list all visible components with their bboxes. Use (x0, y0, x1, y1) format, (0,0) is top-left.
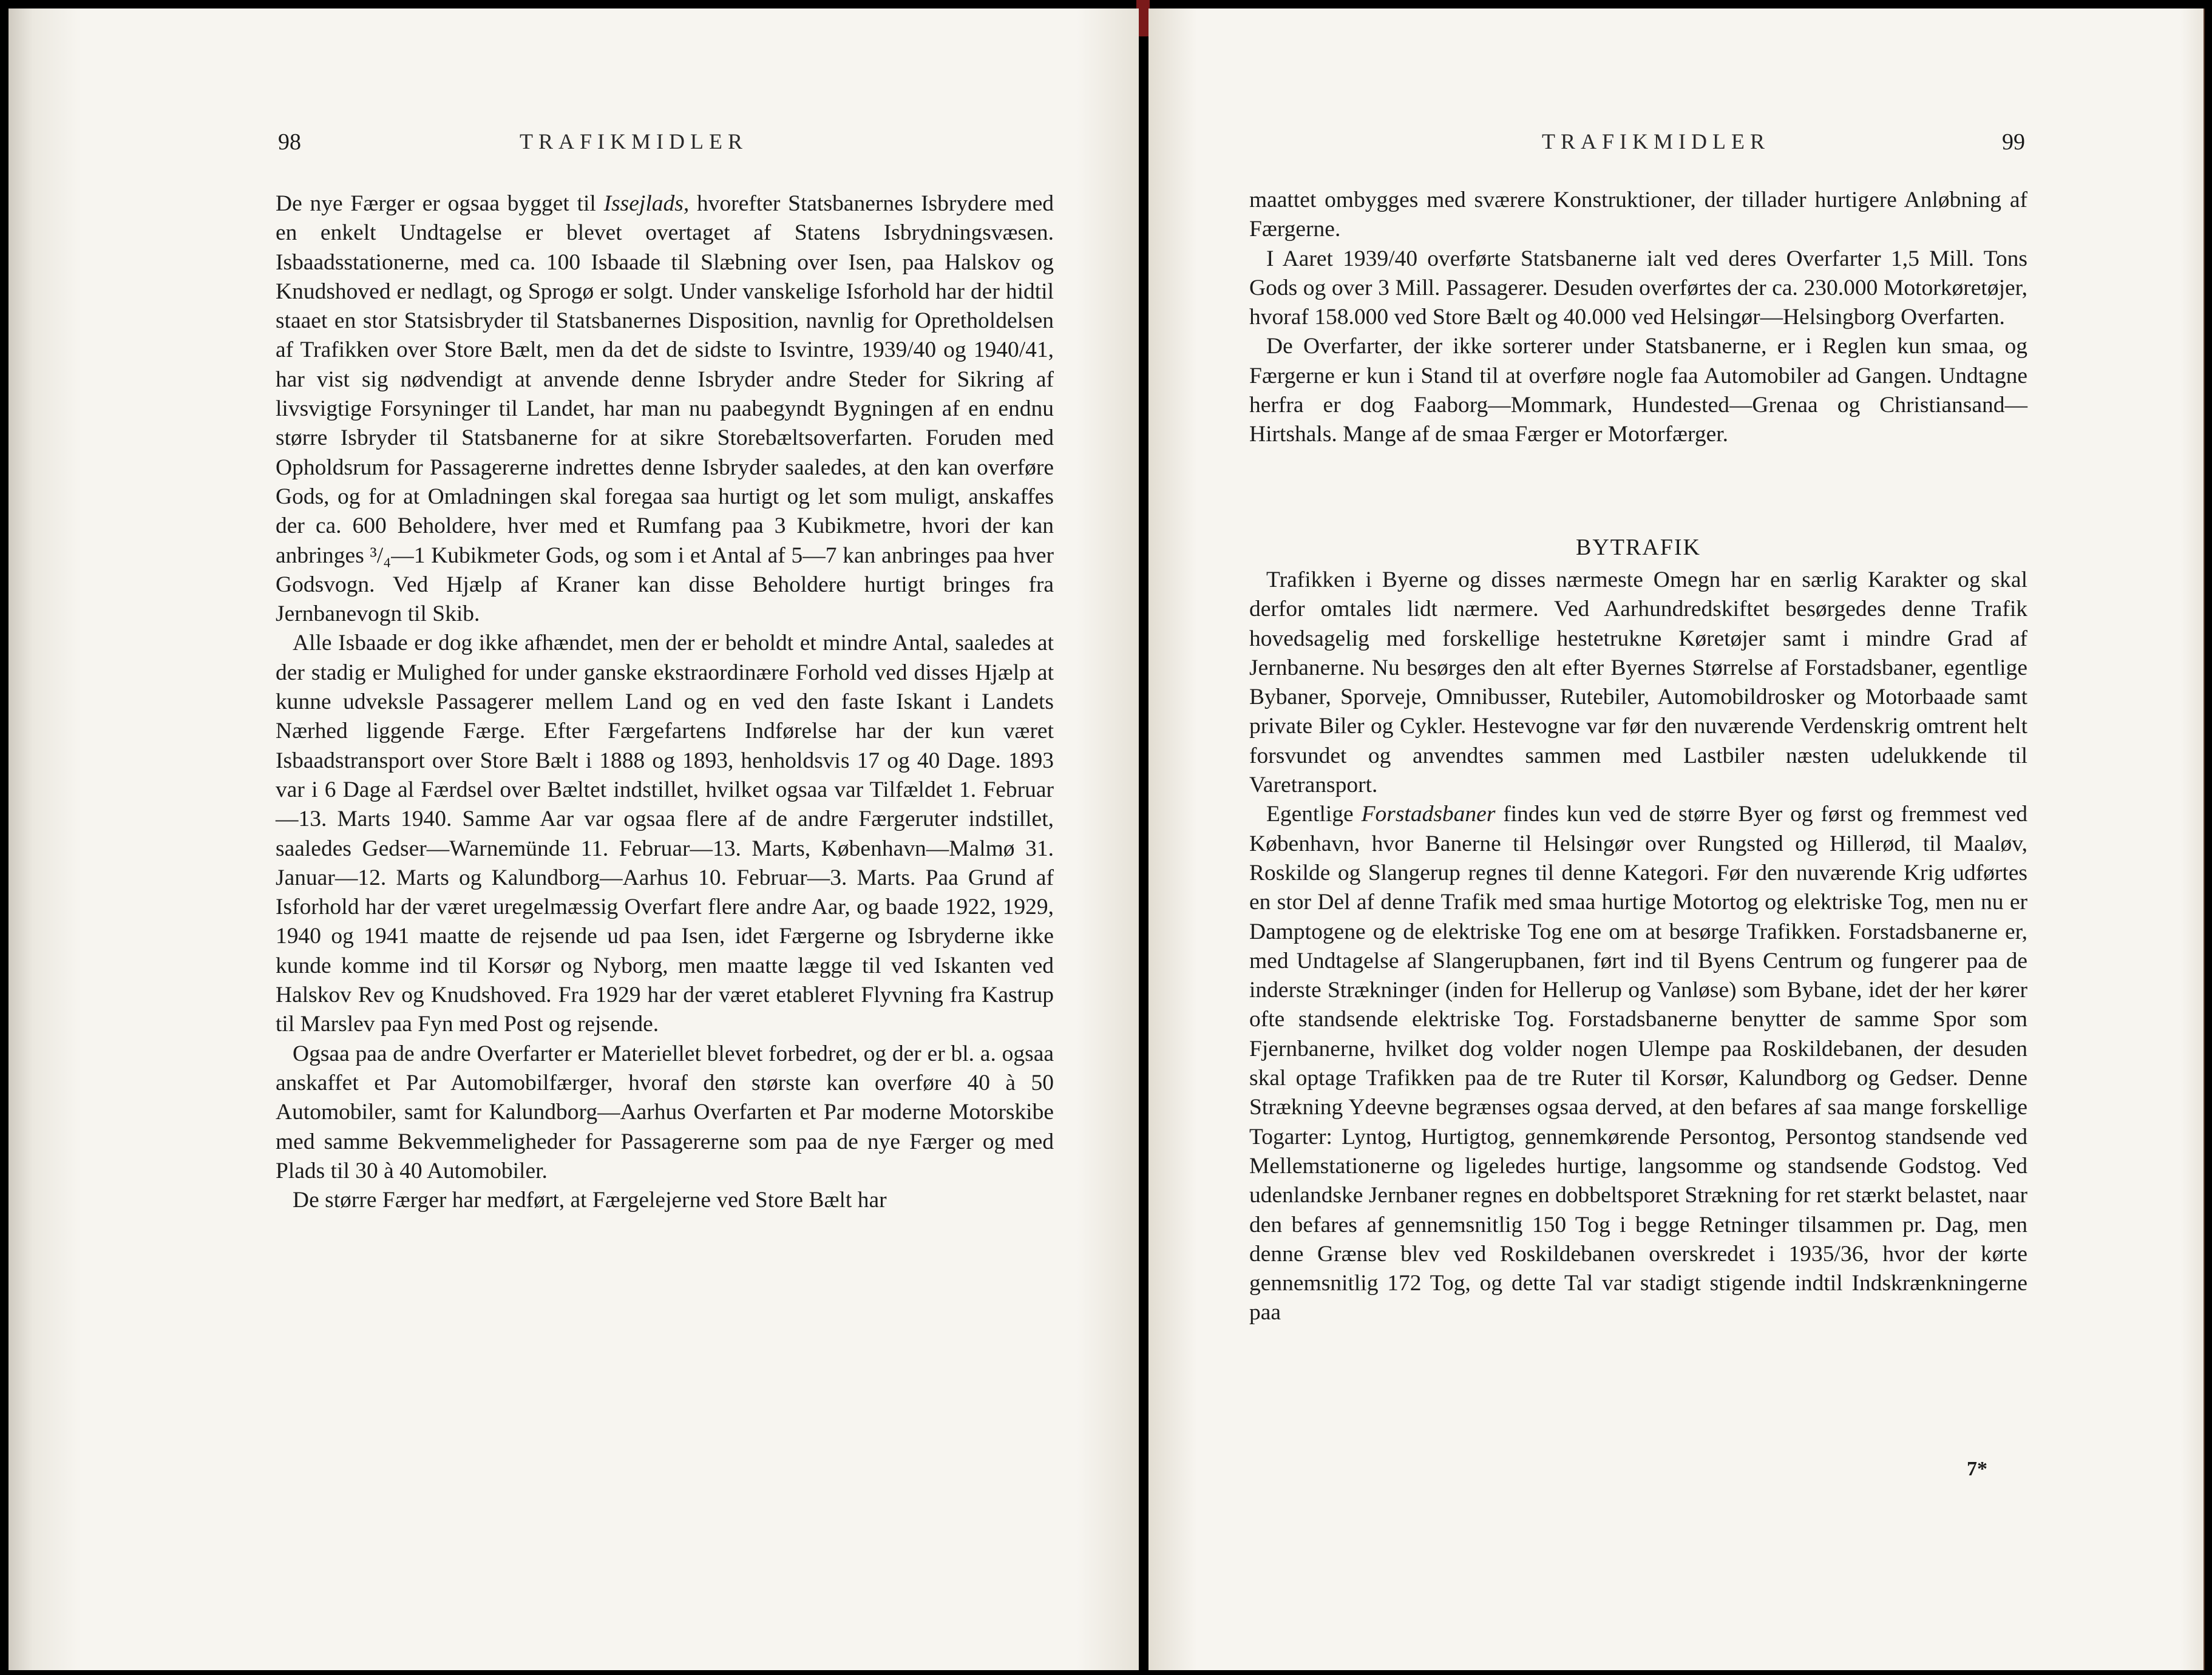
section-heading: BYTRAFIK (1575, 535, 1701, 560)
left-page (8, 8, 1139, 1670)
left-page-number: 98 (278, 129, 301, 155)
right-page (1148, 8, 2204, 1670)
paragraph: Alle Isbaade er dog ikke afhændet, men der er beholdt et mindre Antal, saaledes at der stadig er Mulighed for under ganske ekstraordinære Forhold ved disses Hjælp at kunne udveksle Passagerer mellem Land og en ved den faste Iskant i Landets Nærhed liggende Færge. Efter Færgefartens Indførelse har der kun været Isbaadstransport over Store Bælt i 1888 og 1893, henholdsvis 17 og 40 Dage. 1893 var i 6 Dage al Færdsel over Bæltet indstillet, hvilket ogsaa var Tilfældet 1. Februar—13. Marts 1940. Samme Aar var ogsaa flere af de andre Færgeruter indstillet, saaledes Gedser—Warnemünde 11. Februar—13. Marts, København—Malmø 31. Januar—12. Marts og Kalundborg—Aarhus 10. Februar—3. Marts. Paa Grund af Isforhold har der været uregelmæssig Overfart flere andre Aar, og baade 1922, 1929, 1940 og 1941 maatte de rejsende ud paa Isen, idet Færgerne og Isbryderne ikke kunde komme ind til Korsør og Nyborg, men maatte lægge til ved Iskanten ved Halskov Rev og Knudshoved. Fra 1929 har der været etableret Flyvning fra Kastrup til Marslev paa Fyn med Post og rejsende. (276, 631, 1054, 1037)
paragraph: Ogsaa paa de andre Overfarter er Materiellet blevet forbedret, og der er bl. a. ogsaa anskaffet et Par Automobilfærger, hvoraf den største kan overføre 40 à 50 Automobiler, samt for Kalundborg—Aarhus Overfarten et Par moderne Motorskibe med samme Bekvemmeligheder for Passagererne som paa de nye Færger og med Plads til 30 à 40 Automobiler. (276, 1041, 1054, 1183)
paragraph: De Overfarter, der ikke sorterer under Statsbanerne, er i Reglen kun smaa, og Færgerne er kun i Stand til at overføre nogle faa Automobiler ad Gangen. Undtagne herfra er dog Faaborg—Mommark, Hundested—Grenaa og Christiansand—Hirtshals. Mange af de smaa Færger er Motorfærger. (1249, 334, 2027, 447)
paragraph: De nye Færger er ogsaa bygget til Issejlads, hvorefter Statsbanernes Isbrydere med en enkelt Undtagelse er blevet overtaget af Statens Isbrydningsvæsen. Isbaadsstationerne, med ca. 100 Isbaade til Slæbning over Isen, paa Halskov og Knudshoved er nedlagt, og Sprogø er solgt. Under vanskelige Isforhold har der hidtil staaet en stor Statsisbryder til Statsbanernes Disposition, navnlig for Opretholdelsen af Trafikken over Store Bælt, men da det de sidste to Isvintre, 1939/40 og 1940/41, har vist sig nødvendigt at anvende denne Isbryder andre Steder for Sikring af livsvigtige Forsyninger til Landet, har man nu paabegyndt Bygningen af en endnu større Isbryder til Statsbanerne for at sikre Storebæltsoverfarten. Foruden med Opholdsrum for Passagererne indrettes denne Isbryder saaledes, at den kan overføre Gods, og for at Omladningen skal foregaa saa hurtigt og let som muligt, anskaffes der ca. 600 Beholdere, hver med et Rumfang paa 3 Kubikmetre, hvori der kan anbringes ³/₄—1 Kubikmeter Gods, og som i et Antal af 5—7 kan anbringes paa hver Godsvogn. Ved Hjælp af Kraner kan disse Beholdere hurtigt bringes fra Jernbanevogn til Skib. (276, 191, 1054, 627)
right-running-head: TRAFIKMIDLER (1542, 129, 1770, 154)
signature-mark: 7* (1967, 1458, 1987, 1480)
paragraph: De større Færger har medført, at Færgelejerne ved Store Bælt har (293, 1188, 887, 1213)
left-running-head: TRAFIKMIDLER (520, 129, 748, 154)
paragraph: Trafikken i Byerne og disses nærmeste Omegn har en særlig Karakter og skal derfor omtales lidt nærmere. Ved Aarhundredskiftet besørgedes denne Trafik hovedsagelig med forskellige hestetrukne Køretøjer samt i mindre Grad af Jernbanerne. Nu besørges den alt efter Byernes Størrelse af Forstadsbaner, egentlige Bybaner, Sporveje, Omnibusser, Rutebiler, Automobildrosker og Motorbaade samt private Biler og Cykler. Hestevogne var før den nuværende Verdenskrig omtrent helt forsvundet og anvendtes sammen med Lastbiler næsten udelukkende til Varetransport. (1249, 567, 2027, 798)
paragraph: maattet ombygges med sværere Konstruktioner, der tillader hurtigere Anløbning af Færgerne. (1249, 188, 2027, 242)
right-page-number: 99 (2002, 129, 2025, 155)
paragraph: Egentlige Forstadsbaner findes kun ved de større Byer og først og fremmest ved København, hvor Banerne til Helsingør over Rungsted og Hillerød, til Maaløv, Roskilde og Slangerup regnes til denne Kategori. Før den nuværende Krig udførtes en stor Del af denne Trafik med smaa hurtige Motortog og elektriske Tog, men nu er Damptogene og de elektriske Tog ene om at besørge Trafikken. Forstadsbanerne er, med Undtagelse af Slangerupbanen, ført ind til Byens Centrum og fungerer paa de inderste Strækninger (inden for Hellerup og Vanløse) som Bybane, idet der her kører ofte standsende elektriske Tog. Forstadsbanerne benytter de samme Spor som Fjernbanerne, hvilket dog volder nogen Ulempe paa Roskildebanen, der desuden skal optage Trafikken paa de tre Ruter til Korsør, Kalundborg og Gedser. Denne Strækning Ydeevne begrænses ogsaa derved, at den befares af saa mange forskellige Togarter: Lyntog, Hurtigtog, gennemkørende Persontog, Persontog standsende ved Mellemstationerne og ligeledes hurtige, langsomme og standsende Godstog. Ved udenlandske Jernbaner regnes en dobbeltsporet Strækning for ret stærkt belastet, naar den befares af gennemsnitlig 150 Tog i begge Retninger tilsammen pr. Dag, men denne Grænse blev ved Roskildebanen overskredet i 1935/36, hvor der kørte gennemsnitlig 172 Tog, og dette Tal var stadigt stigende indtil Indskrænkningerne paa (1249, 802, 2027, 1325)
right-body-text-top (1249, 186, 2027, 450)
right-body-text-bottom (1249, 566, 2027, 1328)
paragraph: I Aaret 1939/40 overførte Statsbanerne ialt ved deres Overfarter 1,5 Mill. Tons Gods og over 3 Mill. Passagerer. Desuden overførtes der ca. 230.000 Motorkøretøjer, hvoraf 158.000 ved Store Bælt og 40.000 ved Helsingør—Helsingborg Overfarten. (1249, 246, 2027, 330)
left-body-text (276, 189, 1054, 1215)
